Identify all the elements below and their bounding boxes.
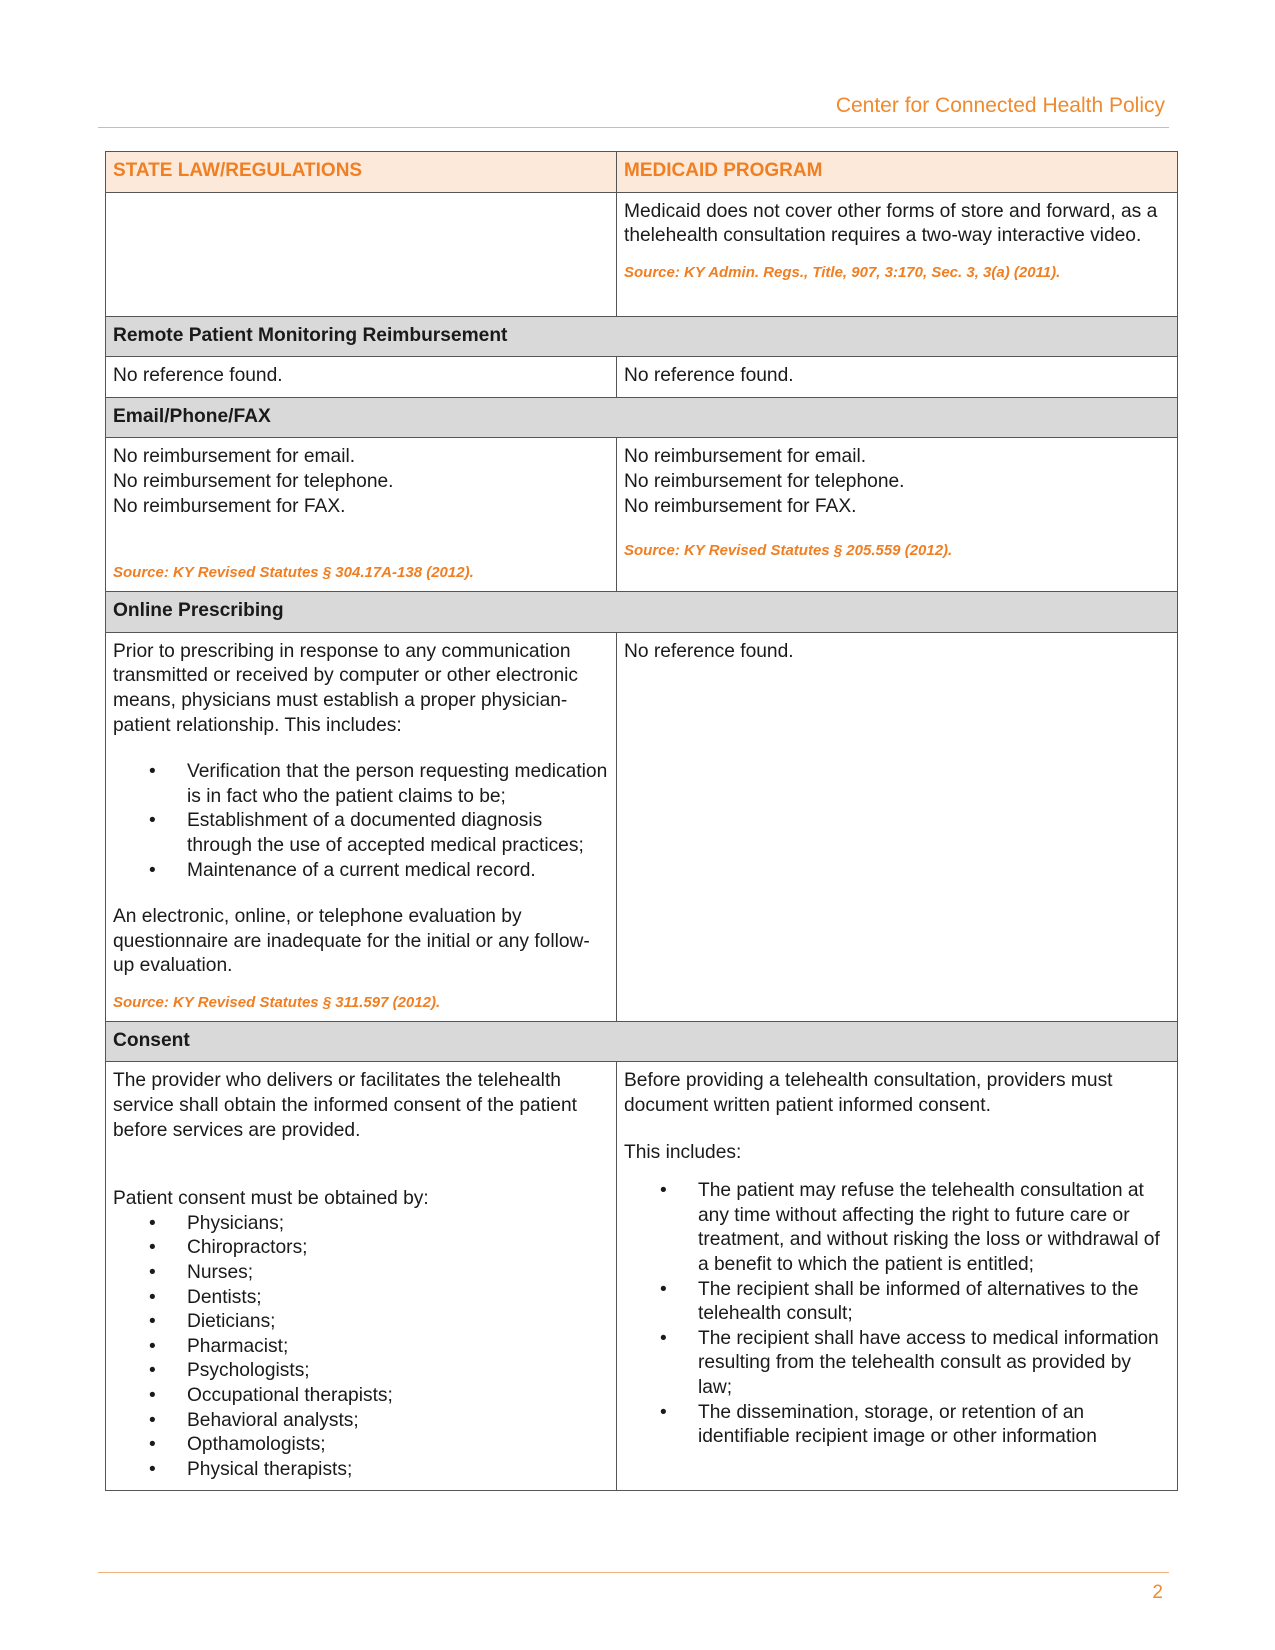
medicaid-cell — [617, 192, 1178, 316]
bullet-list — [113, 760, 609, 883]
policy-table — [105, 151, 1178, 1491]
list-label: This includes: — [624, 1141, 742, 1163]
bullet-list — [113, 1212, 609, 1483]
state-cell — [106, 1062, 617, 1491]
list-item: • Pharmacist; — [113, 1335, 609, 1360]
list-item: • Chiropractors; — [113, 1236, 609, 1261]
paragraph: Prior to prescribing in response to any communication transmitted or received by computer or other electronic means, physicians must establish a proper physician-patient relationship. This includes: — [113, 640, 578, 736]
list-item: • Dieticians; — [113, 1310, 609, 1335]
list-item: • Opthamologists; — [113, 1433, 609, 1458]
source-citation: Source: KY Revised Statutes § 311.597 (2012). — [113, 993, 441, 1011]
text-line: No reimbursement for FAX. — [113, 495, 346, 517]
column-header-row — [106, 152, 1178, 193]
section-row-email — [106, 397, 1178, 438]
table-row — [106, 192, 1178, 316]
list-item: • The recipient shall have access to medical information resulting from the telehealth consult as provided by law; — [624, 1327, 1170, 1401]
medicaid-cell — [617, 1062, 1178, 1491]
header-title: Center for Connected Health Policy — [835, 94, 1165, 117]
table-row — [106, 357, 1178, 398]
medicaid-cell — [617, 438, 1178, 592]
text-line: No reimbursement for telephone. — [624, 470, 905, 492]
list-label: Patient consent must be obtained by: — [113, 1188, 429, 1210]
table-row — [106, 1062, 1178, 1491]
list-item: • Verification that the person requesting medication is in fact who the patient claims to be; — [113, 760, 609, 809]
source-citation: Source: KY Revised Statutes § 205.559 (2012). — [624, 542, 953, 560]
state-cell — [106, 438, 617, 592]
paragraph: The provider who delivers or facilitates the telehealth service shall obtain the informed consent of the patient before services are provided. — [113, 1070, 577, 1141]
state-cell-empty — [106, 192, 617, 316]
section-title: Remote Patient Monitoring Reimbursement — [106, 316, 1178, 357]
column-header-state: STATE LAW/REGULATIONS — [106, 152, 617, 193]
list-item: • Physicians; — [113, 1212, 609, 1237]
source-citation: Source: KY Revised Statutes § 304.17A-138 (2012). — [113, 564, 474, 582]
paragraph: An electronic, online, or telephone evaluation by questionnaire are inadequate for the initial or any follow-up evaluation. — [113, 906, 590, 977]
section-title: Online Prescribing — [106, 592, 1178, 633]
list-item: • Occupational therapists; — [113, 1384, 609, 1409]
paragraph: Before providing a telehealth consultation, providers must document written patient informed consent. — [624, 1070, 1113, 1117]
section-row-rpm — [106, 316, 1178, 357]
list-item: • Establishment of a documented diagnosis through the use of accepted medical practices; — [113, 809, 609, 858]
footer-rule — [98, 1572, 1169, 1573]
page-number: 2 — [1152, 1582, 1163, 1603]
section-row-online — [106, 592, 1178, 633]
list-item: • Psychologists; — [113, 1359, 609, 1384]
section-row-consent — [106, 1021, 1178, 1062]
header-rule — [98, 127, 1169, 128]
column-header-medicaid: MEDICAID PROGRAM — [617, 152, 1178, 193]
text-line: No reimbursement for email. — [624, 446, 867, 468]
list-item: • Behavioral analysts; — [113, 1409, 609, 1434]
source-citation: Source: KY Admin. Regs., Title, 907, 3:170, Sec. 3, 3(a) (2011). — [624, 263, 1061, 281]
medicaid-text: Medicaid does not cover other forms of store and forward, as a thelehealth consultation requires a two-way interactive video. — [624, 200, 1158, 247]
list-item: • Physical therapists; — [113, 1458, 609, 1483]
list-item: • Nurses; — [113, 1261, 609, 1286]
state-cell: No reference found. — [106, 357, 617, 398]
table-row — [106, 632, 1178, 1021]
text-line: No reimbursement for telephone. — [113, 470, 394, 492]
section-title: Consent — [106, 1021, 1178, 1062]
list-item: • Maintenance of a current medical record. — [113, 859, 609, 884]
section-title: Email/Phone/FAX — [106, 397, 1178, 438]
text-line: No reimbursement for email. — [113, 446, 356, 468]
table-row — [106, 438, 1178, 592]
list-item: • The recipient shall be informed of alternatives to the telehealth consult; — [624, 1278, 1170, 1327]
medicaid-cell: No reference found. — [617, 357, 1178, 398]
state-cell — [106, 632, 617, 1021]
bullet-list — [624, 1179, 1170, 1450]
list-item: • Dentists; — [113, 1286, 609, 1311]
list-item: • The patient may refuse the telehealth consultation at any time without affecting the right to future care or treatment, and without risking the loss or withdrawal of a benefit to which the patient is entitled; — [624, 1179, 1170, 1277]
list-item: • The dissemination, storage, or retention of an identifiable recipient image or other information — [624, 1401, 1170, 1450]
text-line: No reimbursement for FAX. — [624, 495, 857, 517]
medicaid-cell: No reference found. — [617, 632, 1178, 1021]
